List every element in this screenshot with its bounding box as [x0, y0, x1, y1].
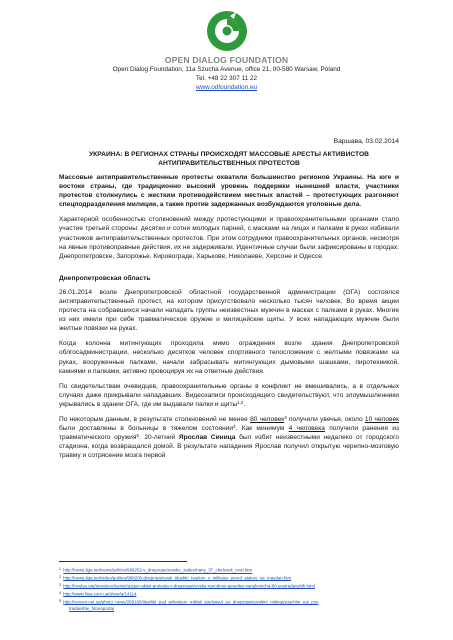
- footnotes: [59, 566, 404, 612]
- p5-underlined: 80 человек: [250, 415, 285, 423]
- footnote-ref[interactable]: 4: [233, 424, 236, 430]
- title-line-1: УКРАИНА: В РЕГИОНАХ СТРАНЫ ПРОИСХОДЯТ МАССОВЫЕ АРЕСТЫ АКТИВИСТОВ: [89, 151, 369, 158]
- org-name: OPEN DIALOG FOUNDATION: [164, 55, 289, 65]
- footnote-link[interactable]: http://news.liga.net/video/politics/968200-dnepropetovsk_titushki_ryadom_s_militsiey_pered_atakoy_na_maydan.htm: [63, 575, 292, 581]
- footnote-item: [59, 590, 404, 598]
- org-phone: Tel. +48 22 307 11 22: [195, 75, 258, 82]
- p5-text: получили ранения из травматического оружия: [59, 425, 399, 442]
- p5-text: были доставлены в больницы в тяжелом состоянии: [59, 425, 234, 433]
- document-body: [59, 138, 399, 466]
- p5-text: . Как минимум: [235, 425, 289, 433]
- footnote-link[interactable]: http://news.liga.net/news/politics/968252-v_dnepropetrovske_zaderzhany_37_chelovek_mvd.htm: [63, 567, 253, 573]
- p5-text: По некоторым данным, в результате столкновений не менее: [59, 415, 251, 423]
- footnote-link[interactable]: tradavshie_fotoreportaj: [69, 605, 114, 611]
- p5-text: был избит неизвестными недалеко от городского стадиона, когда возвращался домой. В результате нападения Ярослав получил открытую черепно-мозговую травму и сотрясение мозга первой: [59, 434, 400, 460]
- org-address: Open Dialog Foundation, 11a Szucha Avenue, office 21, 00-580 Warsaw, Poland: [112, 66, 341, 73]
- document-title: [59, 150, 399, 168]
- title-line-2: АНТИПРАВИТЕЛЬСТВЕННЫХ ПРОТЕСТОВ: [158, 160, 300, 167]
- footnote-ref[interactable]: 3: [284, 414, 287, 420]
- p5-text: получили увечья, около: [286, 415, 365, 423]
- document-date: Варшава, 03.02.2014: [333, 138, 399, 145]
- paragraph-4-text: По свидетельствам очевидцев, правоохранительные органы в конфликт не вмешивались, а в отдельных случаях даже прикрывали нападавших. Видеозаписи происходящего свидетельствуют, что злоумышленники укрывались в здании ОГА, где им выдавали палки и щиты: [59, 382, 399, 408]
- footnote-link[interactable]: http://nvulya.org/news/exclusive/razgon-aktsii-protesta-v-dnepropetrovske-narodnoy-gvardiey-vanukovicha-80-postradavshih.html: [63, 583, 315, 589]
- footnote-item: [59, 574, 404, 582]
- lead-paragraph: Массовые антиправительственные протесты охватили большинство регионов Украины. На юге и востоке страны, где традиционно высокий уровень поддержки нынешней власти, участники протестов столкнулись с жестким противодействием местных властей – протестующих разгоняют спецподразделения милиции, а также против задержанных возбуждаются уголовные дела.: [59, 174, 399, 209]
- open-dialog-logo-icon: [206, 10, 248, 52]
- p5-underlined: 10 человек: [364, 415, 400, 423]
- paragraph-1: Характерной особенностью столкновений между протестующими и правоохранительными органами стало участие третьей стороны: десятки и сотни молодых парней, с масками на лицах и палками в руках избивали участников антиправительственных протестов. При этом сотрудники правоохранительных органов, несмотря на явные противоправные действия, их не задерживали. Идентичные случаи были зафиксированы в городах: Днепропетровске, Запорожье, Кировограде, Харькове, Николаеве, Херсоне и Одессе.: [59, 216, 399, 260]
- footnote-item: [59, 566, 404, 574]
- p5-text: . 20-летний: [138, 434, 179, 442]
- footnote-number: 5: [59, 598, 61, 603]
- footnote-link[interactable]: http://censor.net.ua/photo_news/268160/titushki_pod_prikrytiem_militsii_strelyayut_po_dnepropetrovskim_mitinguyuschim_est_pos: [63, 599, 319, 605]
- footnote-number: 2: [59, 574, 61, 579]
- footnote-item: [59, 598, 404, 606]
- paragraph-4: [59, 382, 399, 409]
- footnote-divider: [59, 561, 187, 562]
- p5-bold-name: Ярослав Синица: [178, 434, 236, 442]
- letterhead: [0, 10, 453, 92]
- footnote-item-continuation: [59, 606, 404, 612]
- org-website-link[interactable]: www.odfoundation.eu: [195, 84, 258, 91]
- paragraph-5: [59, 415, 399, 460]
- paragraph-4-end: .: [243, 400, 246, 408]
- paragraph-2: 26.01.2014 возле Днепропетровской областной государственной администрации (ОГА) состоялся антиправительственный протест, на котором присутствовало несколько тысяч человек. Во время акции протеста на собравшихся начали нападать группы неизвестных мужчин в масках с палками в руках. Многие из них имели при себе травматическое оружие и милицейские щиты. У всех нападающих мужчин были желтые повязки на руках.: [59, 288, 399, 333]
- footnote-number: 4: [59, 590, 61, 595]
- paragraph-3: Когда колонна митингующих проходила мимо ограждения возле здания Днепропетровской облгосадминистрации, несколько десятков человек спортивного телосложения с желтыми повязками на руках, вооруженные палками, начали забрасывать митингующих дымовыми шашками, пиротехникой, камнями и палками, активно провоцируя их на ответные действия.: [59, 340, 399, 375]
- footnote-number: 1: [59, 567, 61, 571]
- footnote-item: [59, 582, 404, 590]
- footnote-link[interactable]: http://www.litsa.com.ua/show/a/14114: [63, 591, 137, 597]
- section-title: Днепропетровская область: [59, 274, 151, 282]
- footnote-ref[interactable]: 5: [136, 433, 139, 439]
- footnote-number: 3: [59, 582, 61, 587]
- footnote-ref[interactable]: 1,2: [237, 399, 244, 405]
- p5-underlined: 4 человека: [288, 425, 325, 433]
